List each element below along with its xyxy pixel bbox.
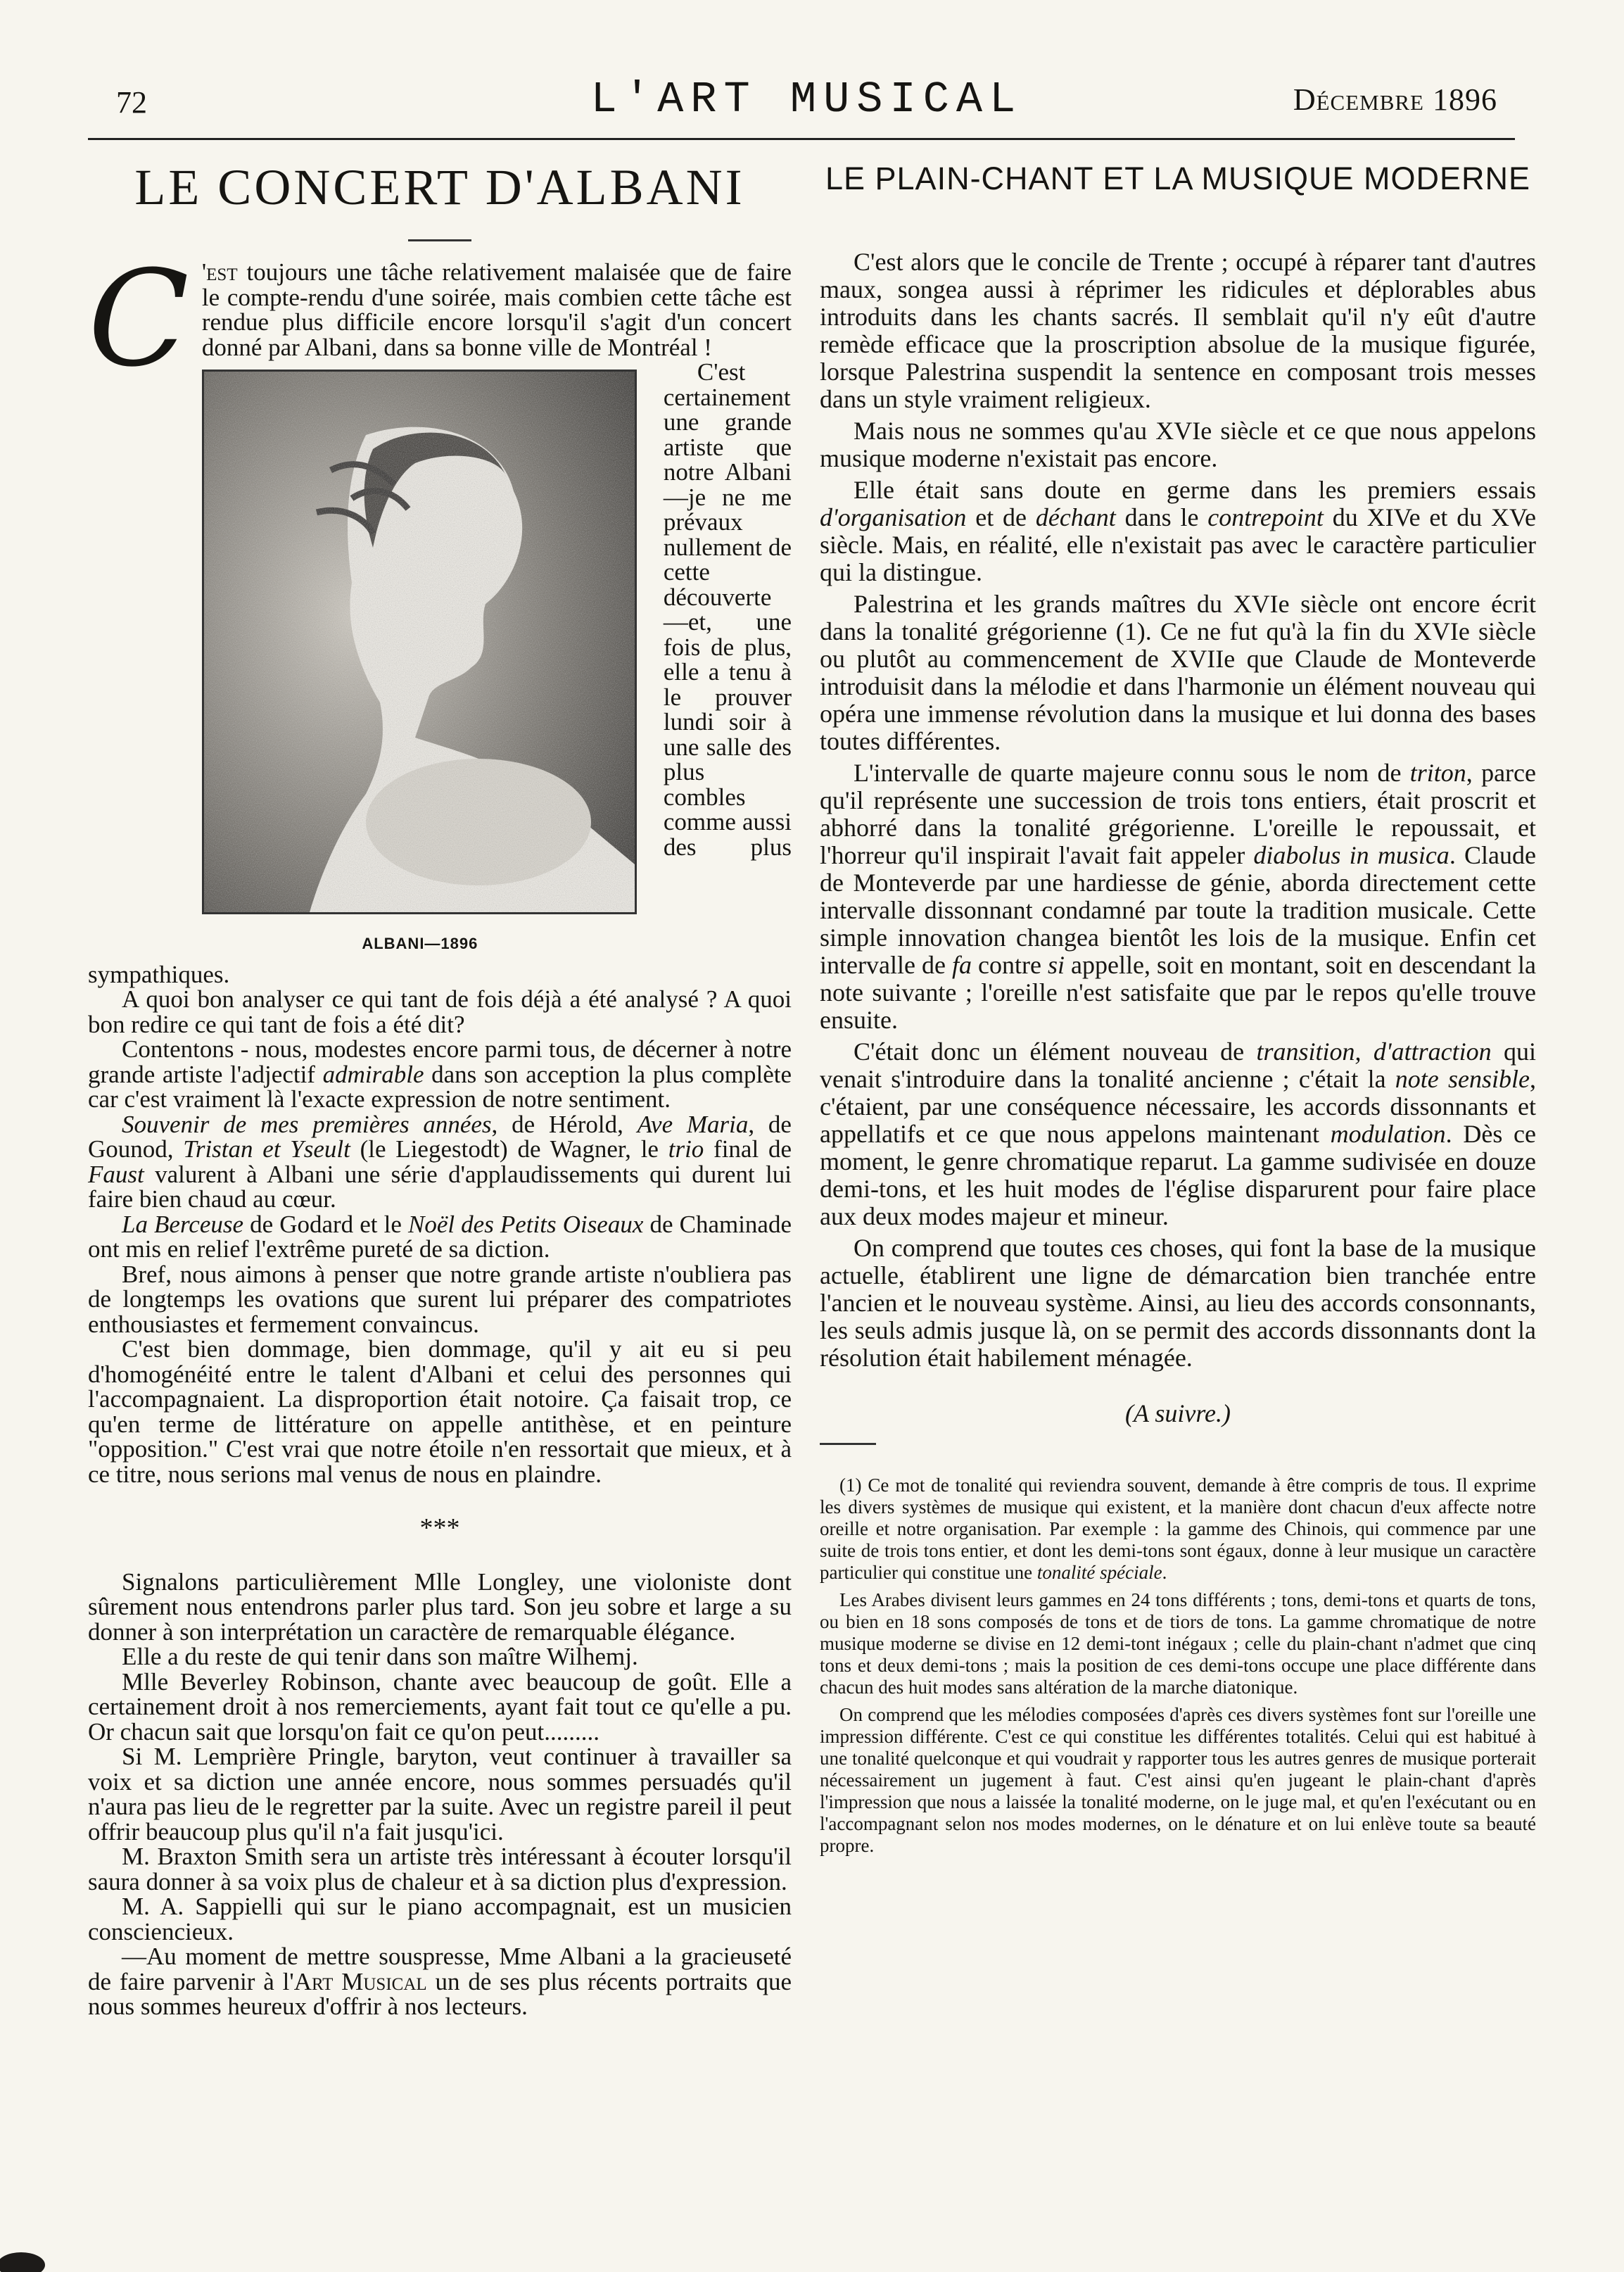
italic-text: Ave Maria — [637, 1110, 749, 1138]
text-run: . Claude de Monteverde par une hardiesse de génie, aborda directement cette intervalle dissonnant condamné par toute la tradition musicale. Cette simple innovation changea bientôt les lois de la musique. Enfin cet intervalle de — [820, 841, 1536, 979]
lead-text: toujours une tâche relativement malaisée que de faire le compte-rendu d'une soirée, mais combien cette tâche est rendue plus difficile encore lorsqu'il s'agit d'un concert donné par Albani, dans sa bonne ville de Montréal ! — [201, 258, 792, 361]
text-run: du XIVe et du XVe siècle. Mais, en réalité, elle n'existait pas avec le caractère particulier qui la distingue. — [820, 503, 1537, 586]
paragraph: A quoi bon analyser ce qui tant de fois déjà a été analysé ? A quoi bon redire ce qui tant de fois a été dit? — [88, 985, 792, 1038]
italic-text: d'organisation — [820, 503, 967, 531]
text-run: L'intervalle de quarte majeure connu sous le nom de — [854, 759, 1410, 787]
paragraph: Palestrina et les grands maîtres du XVIe siècle ont encore écrit dans la tonalité grégorienne (1). Ce ne fut qu'à la fin du XVIe siècle ou plutôt au commencement de XVIIe que Claude de Monteverde introduisit dans la mélodie et dans l'harmonie un élément nouveau qui opéra une immense révolution dans la musique et lui donna des bases toutes différentes. — [820, 590, 1536, 755]
footnote: On comprend que les mélodies composées d'après ces divers systèmes font sur l'oreille une impression différente. C'est ce qui constitue les différentes totalités. Celui qui est habitué à une tonalité quelconque et qui voudrait y rapporter tous les autres genres de musique porterait nécessairement un jugement à faut. C'est ainsi qu'en jugeant le plain-chant d'après l'impression que nous a laissée la tonalité moderne, on le juge mal, et qu'en l'exécutant ou en l'accompagnant selon nos modes modernes, on le dénature et on lui enlève toute sa beauté propre. — [820, 1704, 1536, 1856]
text-run: un de ses plus récents portraits que nous sommes heureux d'offrir à nos lecteurs. — [88, 1967, 792, 2020]
text-run: , c'étaient, par une conséquence nécessaire, les accords dissonnants et appellatifs et ce que nous appelons maintenant — [820, 1065, 1536, 1148]
italic-text: fa — [951, 951, 972, 979]
text-run: , de Gounod, — [88, 1110, 792, 1163]
paragraph: On comprend que toutes ces choses, qui font la base de la musique actuelle, établirent une ligne de démarcation bien tranchée entre l'ancien et le nouveau système. Ainsi, au lieu des accords consonnants, les seuls admis jusque là, on se permit des accords dissonnants dont la résolution était habilement ménagée. — [820, 1234, 1536, 1372]
performers-section — [88, 1567, 792, 2020]
italic-text: triton — [1409, 759, 1466, 787]
italic-text: Tristan et Yseult — [183, 1135, 350, 1163]
albani-article-body — [88, 242, 792, 2020]
italic-text: déchant — [1035, 503, 1116, 531]
paragraph: M. A. Sappielli qui sur le piano accompagnait, est un musicien consciencieux. — [88, 1893, 792, 1945]
text-run: Elle était sans doute en germe dans les premiers essais — [854, 476, 1536, 504]
title-rule — [408, 239, 471, 241]
portrait-figure — [202, 370, 638, 957]
text-run: . Dès ce moment, le genre chromatique reparut. La gamme sudivisée en douze demi-tons, et les huit modes de l'église disparurent pour faire place aux deux modes majeur et mineur. — [820, 1120, 1536, 1230]
text-run: Contentons - nous, modestes encore parmi tous, de décerner à notre grande artiste l'adjectif — [88, 1035, 792, 1088]
ink-blot — [0, 2237, 56, 2272]
italic-text: admirable — [322, 1060, 424, 1088]
paragraph: Mlle Beverley Robinson, chante avec beaucoup de goût. Elle a certainement droit à nos remerciements, ayant fait tout ce qu'elle a pu. Or chacun sait que lorsqu'on fait ce qu'on peut......... — [88, 1667, 792, 1746]
paragraph: Elle a du reste de qui tenir dans son maître Wilhemj. — [122, 1643, 638, 1670]
paragraph — [88, 1037, 792, 1112]
article-title-albani: LE CONCERT D'ALBANI — [134, 159, 745, 215]
text-run: final de — [704, 1135, 792, 1163]
plain-chant-article-body — [820, 248, 1536, 1857]
text-run: , parce qu'il représente une succession de trois tons entiers, était proscrit et abhorré dans la tonalité grégorienne. L'oreille le repoussait, et l'horreur qu'il inspirait l'avait fait appeler — [820, 759, 1536, 869]
italic-text: Faust — [88, 1160, 144, 1188]
paragraph: Si M. Lemprière Pringle, baryton, veut continuer à travailler sa voix et sa diction une année encore, nous sommes persuadés qu'il n'aura pas lieu de le regretter par la suite. Avec un registre pareil il peut offrir beaucoup plus qu'il n'a fait jusqu'ici. — [88, 1743, 792, 1845]
text-run: contre — [971, 951, 1048, 979]
lead-paragraph — [88, 242, 792, 396]
text-run: . — [1162, 1562, 1167, 1583]
header-rule — [88, 138, 1515, 140]
section-asterism: *** — [419, 1513, 460, 1543]
paragraph: C'est alors que le concile de Trente ; occupé à réparer tant d'autres maux, songea aussi à réprimer les ridicules et déplorables abus introduits dans les chants sacrés. Il semblait qu'il n'y eût d'autre remède efficace que la proscription absolue de la musique figurée, lorsque Palestrina suspendit la sentence en composant trois messes dans un style vraiment religieux. — [820, 248, 1536, 413]
paragraph: Signalons particulièrement Mlle Longley, une violoniste dont sûrement nous entendrons parler plus tard. Son jeu sobre et large a su donner à son interprétation un caractère de remarquable élégance. — [88, 1567, 792, 1646]
journal-title: L'ART MUSICAL — [590, 75, 1023, 125]
text-run: et de — [966, 503, 1036, 531]
paragraph — [820, 1038, 1536, 1230]
paragraph: Mais nous ne sommes qu'au XVIe siècle et ce que nous appelons musique moderne n'existait pas encore. — [820, 417, 1536, 472]
paragraph — [88, 1112, 792, 1212]
page-number: 72 — [116, 85, 147, 120]
italic-text: Noël des Petits Oiseaux — [407, 1210, 644, 1238]
paragraph: M. Braxton Smith sera un artiste très intéressant à écouter lorsqu'il saura donner à sa voix plus de chaleur et à sa diction plus d'expression. — [88, 1843, 792, 1895]
text-run: (1) Ce mot de tonalité qui reviendra souvent, demande à être compris de tous. Il exprime les divers systèmes de musique qui existent, et la manière dont chacun d'eux affecte notre oreille et notre organisation. Par exemple : la gamme des Chinois, qui commence par une suite de trois tons entier, et dont les demi-tons sont égaux, donne à leur musique un caractère particulier qui constitue une — [820, 1475, 1536, 1583]
article-title-plain-chant: LE PLAIN-CHANT ET LA MUSIQUE MODERNE — [825, 160, 1531, 196]
text-run: dans le — [1115, 503, 1208, 531]
paragraph: Bref, nous aimons à penser que notre grande artiste n'oubliera pas de longtemps les ovations que surent lui préparer des compatriotes enthousiastes et fermement convaincus. — [88, 1260, 792, 1338]
paragraph — [88, 1944, 792, 2019]
paragraph — [88, 1212, 792, 1262]
paragraph — [820, 477, 1536, 586]
italic-text: Souvenir de mes premières années — [122, 1110, 492, 1138]
text-run: de Chaminade ont mis en relief l'extrême pureté de sa diction. — [88, 1210, 792, 1263]
portrait-caption: ALBANI—1896 — [362, 935, 478, 952]
left-column — [88, 158, 792, 2019]
smallcaps-text: Art Musical — [293, 1967, 427, 1995]
drop-cap: C — [88, 242, 189, 396]
footnotes — [820, 1475, 1536, 1857]
text-run: appelle, soit en montant, soit en descendant la note suivante ; l'oreille n'est satisfaite que par le repos qu'elle trouve ensuite. — [820, 951, 1536, 1034]
right-column — [820, 160, 1536, 1862]
albani-portrait-image — [202, 370, 637, 914]
text-run: —Au moment de mettre souspresse, Mme Albani a la gracieuseté de faire parvenir à l' — [88, 1943, 792, 1995]
text-run: valurent à Albani une série d'applaudissements qui durent lui faire bien chaud au cœur. — [88, 1160, 792, 1213]
footnote: Les Arabes divisent leurs gammes en 24 tons différents ; tons, demi-tons et quarts de tons, ou bien en 18 sons composés de tons et de tiors de tons. La gamme chromatique de notre musique moderne se divise en 12 demi-tont inégaux ; celle du plain-chant n'admet que cinq tons et deux demi-tons ; mais la position de ces demi-tons occupe une place différente dans chacun des huit modes sans altération de la marche diatonique. — [820, 1589, 1536, 1698]
text-run: de Godard et le — [243, 1210, 408, 1238]
italic-text: diabolus in musica — [1253, 841, 1449, 869]
to-be-continued: (A suivre.) — [1125, 1399, 1231, 1427]
italic-text: contrepoint — [1207, 503, 1324, 531]
paragraph — [820, 759, 1536, 1034]
paragraph: C'est bien dommage, bien dommage, qu'il y ait eu si peu d'homogénéité entre le talent d'Albani et celui des personnes qui l'accompagnaient. La disproportion était notoire. Ça faisait trop, ce qu'en terme de littérature on appelle antithèse, et en peinture "opposition." C'est vrai que notre étoile n'en ressortait que mieux, et à ce titre, nous serions mal venus de nous en plaindre. — [88, 1335, 792, 1488]
paragraph: C'est certainement une grande artiste que notre Albani—je ne me prévaux nullement de cette découverte—et, une fois de plus, elle a tenu à le prouver lundi soir à une salle des plus combles comme aussi des plus sympathiques. — [88, 358, 792, 988]
italic-text: modulation — [1330, 1120, 1446, 1148]
italic-text: transition, d'attraction — [1256, 1037, 1492, 1066]
italic-text: tonalité spéciale — [1036, 1562, 1162, 1583]
text-run: C'était donc un élément nouveau de — [854, 1037, 1257, 1066]
text-run: (le Liegestodt) de Wagner, le — [350, 1135, 668, 1163]
running-header — [116, 75, 1497, 131]
italic-text: La Berceuse — [122, 1210, 244, 1238]
footnote — [820, 1475, 1536, 1584]
text-run: , de Hérold, — [491, 1110, 637, 1138]
italic-text: si — [1047, 951, 1065, 979]
footnote-rule — [820, 1443, 876, 1445]
text-run: qui venait s'introduire dans la tonalité ancienne ; c'était la — [820, 1037, 1536, 1093]
lead-smallcaps: 'est — [201, 258, 238, 286]
italic-text: note sensible — [1395, 1065, 1530, 1093]
text-run: dans son acception la plus complète car c'est vraiment là l'exacte expression de notre sentiment. — [88, 1060, 792, 1113]
italic-text: trio — [668, 1135, 704, 1163]
issue-date: Décembre 1896 — [1293, 82, 1497, 117]
